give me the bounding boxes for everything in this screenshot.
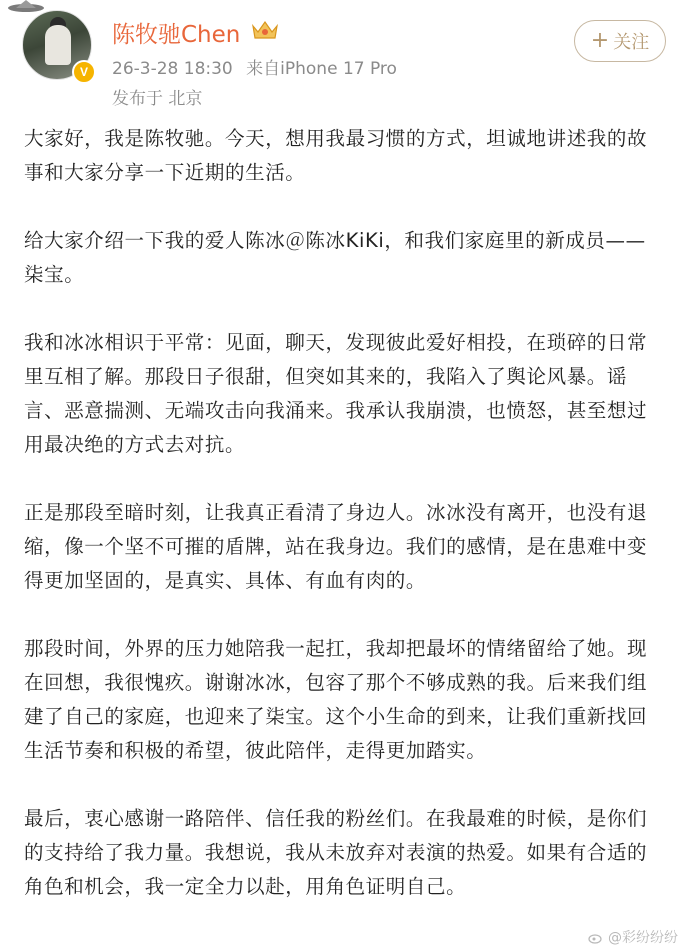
post-paragraph: 最后，衷心感谢一路陪伴、信任我的粉丝们。在我最难的时候，是你们的支持给了我力量。我想说，我从未放弃对表演的热爱。如果有合适的角色和机会，我一定全力以赴，用角色证明自己。 <box>24 807 648 898</box>
follow-label: 关注 <box>613 32 650 53</box>
post-paragraph: 那段时间，外界的压力她陪我一起扛，我却把最坏的情绪留给了她。现在回想，我很愧疚。谢谢冰冰，包容了那个不够成熟的我。后来我们组建了自己的家庭，也迎来了柒宝。这个小生命的到来，让我们重新找回生活节奏和积极的希望，彼此陪伴，走得更加踏实。 <box>24 637 648 762</box>
post-location: 发布于 北京 <box>112 89 203 109</box>
weibo-logo-icon <box>588 930 604 944</box>
member-crown-icon <box>250 18 280 42</box>
post-paragraph: 正是那段至暗时刻，让我真正看清了身边人。冰冰没有离开，也没有退缩，像一个坚不可摧的盾牌，站在我身边。我们的感情，是在患难中变得更加坚固的，是真实、具体、有血有肉的。 <box>24 501 648 592</box>
post-paragraph: 给大家介绍一下我的爱人陈冰＠陈冰KiKi，和我们家庭里的新成员——柒宝。 <box>24 229 646 286</box>
post-paragraph: 大家好，我是陈牧驰。今天，想用我最习惯的方式，坦诚地讲述我的故事和大家分享一下近期的生活。 <box>24 127 648 184</box>
post-paragraph: 我和冰冰相识于平常：见面，聊天，发现彼此爱好相投，在琐碎的日常里互相了解。那段日子很甜，但突如其来的，我陷入了舆论风暴。谣言、恶意揣测、无端攻击向我涌来。我承认我崩溃，也愤怒，甚至想过用最决绝的方式去对抗。 <box>24 331 648 456</box>
post-source: 来自iPhone 17 Pro <box>246 59 397 79</box>
watermark-text: @彩纷纷纷 <box>608 930 678 946</box>
verified-badge-icon: V <box>72 60 96 84</box>
username[interactable]: 陈牧驰Chen <box>112 22 241 48</box>
follow-button[interactable] <box>574 20 666 62</box>
plus-icon: + <box>590 28 610 53</box>
watermark <box>588 927 678 947</box>
post-time: 26-3-28 18:30 <box>112 59 233 79</box>
post-body <box>24 122 664 938</box>
post-meta <box>112 54 405 79</box>
post-header <box>0 0 690 118</box>
avatar[interactable] <box>22 10 92 80</box>
